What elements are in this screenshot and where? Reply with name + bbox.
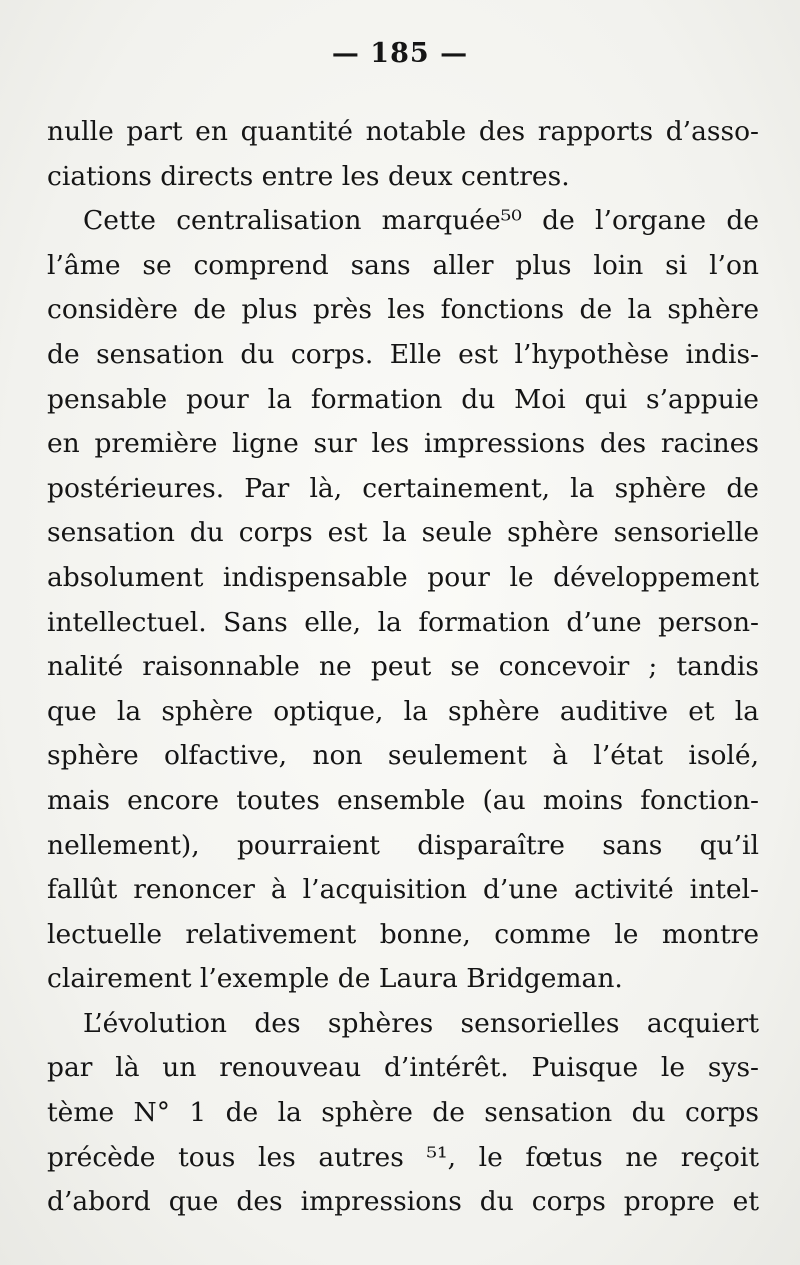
text-line: fallût renoncer à l’acquisition d’une activité intel- xyxy=(47,874,759,906)
text-line: clairement l’exemple de Laura Bridgeman. xyxy=(47,963,623,995)
text-line: sensation du corps est la seule sphère sensorielle xyxy=(47,517,759,549)
text-line: lectuelle relativement bonne, comme le montre xyxy=(47,918,759,950)
text-line: que la sphère optique, la sphère auditive et la xyxy=(47,695,759,727)
text-line: nalité raisonnable ne peut se concevoir ; tandis xyxy=(47,651,759,683)
text-line: L’évolution des sphères sensorielles acquiert xyxy=(83,1007,759,1039)
text-line: nellement), pourraient disparaître sans qu’il xyxy=(47,829,759,861)
text-line: l’âme se comprend sans aller plus loin si l’on xyxy=(47,249,759,281)
text-line: tème N° 1 de la sphère de sensation du corps xyxy=(47,1097,759,1129)
text-line: en première ligne sur les impressions des racines xyxy=(47,428,759,460)
text-line: mais encore toutes ensemble (au moins fonction- xyxy=(47,784,759,816)
text-line: pensable pour la formation du Moi qui s’appuie xyxy=(47,383,759,415)
text-line: d’abord que des impressions du corps propre et xyxy=(47,1186,759,1218)
page-number: — 185 — xyxy=(331,38,469,69)
text-line: considère de plus près les fonctions de la sphère xyxy=(47,294,759,326)
text-line: par là un renouveau d’intérêt. Puisque le sys- xyxy=(47,1052,759,1084)
text-line: précède tous les autres ⁵¹, le fœtus ne reçoit xyxy=(47,1141,759,1173)
text-line: postérieures. Par là, certainement, la sphère de xyxy=(47,472,759,504)
text-line: intellectuel. Sans elle, la formation d’une person- xyxy=(47,606,759,638)
text-line: absolument indispensable pour le développement xyxy=(47,561,759,593)
body-text xyxy=(47,110,759,1225)
text-line: ciations directs entre les deux centres. xyxy=(47,160,570,192)
text-line: nulle part en quantité notable des rapports d’asso- xyxy=(47,116,759,147)
text-line: Cette centralisation marquée⁵⁰ de l’organe de xyxy=(83,205,759,237)
text-line: de sensation du corps. Elle est l’hypothèse indis- xyxy=(47,338,759,370)
text-line: sphère olfactive, non seulement à l’état isolé, xyxy=(47,740,759,772)
